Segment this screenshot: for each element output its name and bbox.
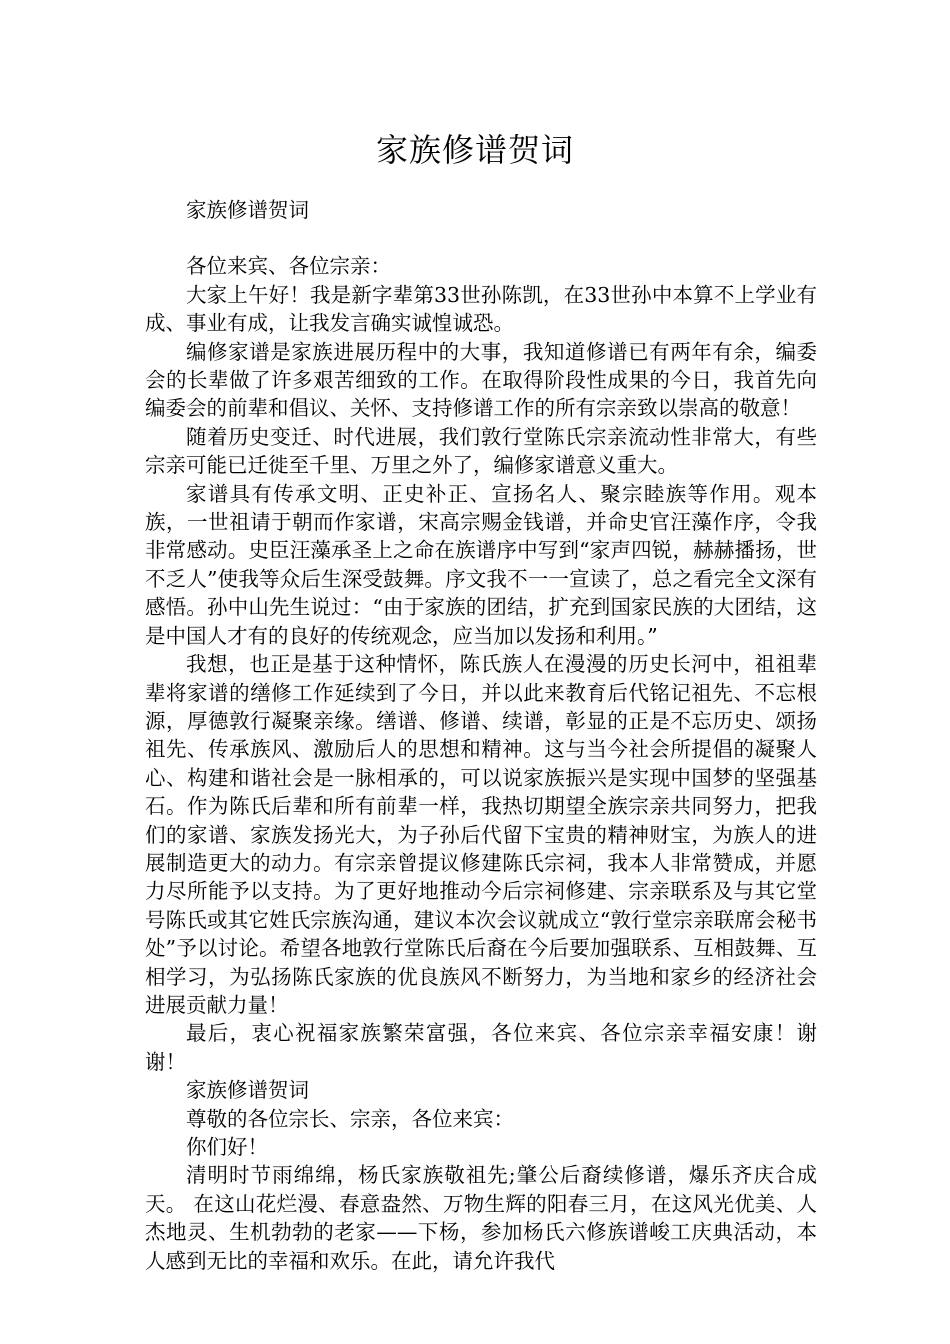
- paragraph: 随着历史变迁、时代进展，我们敦行堂陈氏宗亲流动性非常大，有些宗亲可能已迁徙至千里、万里之外了，编修家谱意义重大。: [145, 424, 817, 478]
- paragraph-heading: 家族修谱贺词: [186, 1078, 309, 1103]
- paragraph: 大家上午好！我是新字辈第33世孙陈凯，在33世孙中本算不上学业有成、事业有成，让我发言确实诚惶诚恐。: [145, 282, 817, 336]
- paragraph: 家谱具有传承文明、正史补正、宣扬名人、聚宗睦族等作用。观本族，一世祖请于朝而作家谱，宋高宗赐金钱谱，并命史官汪藻作序，令我非常感动。史臣汪藻承圣上之命在族谱序中写到“家声四锐，赫赫播扬，世不乏人”使我等众后生深受鼓舞。序文我不一一宣读了，总之看完全文深有感悟。孙中山先生说过：“由于家族的团结，扩充到国家民族的大团结，这是中国人才有的良好的传统观念，应当加以发扬和利用。”: [145, 481, 817, 648]
- paragraph: 你们好！: [186, 1135, 268, 1159]
- paragraph-spacer: [145, 224, 817, 252]
- paragraph-greeting: 尊敬的各位宗长、宗亲，各位来宾：: [186, 1106, 514, 1131]
- paragraph-heading: 家族修谱贺词: [186, 198, 309, 222]
- document-body: [145, 196, 817, 1275]
- paragraph: 我想，也正是基于这种情怀，陈氏族人在漫漫的历史长河中，祖祖辈辈将家谱的缮修工作延续到了今日，并以此来教育后代铭记祖先、不忘根源，厚德敦行凝聚亲缘。缮谱、修谱、续谱，彰显的正是不忘历史、颂扬祖先、传承族风、激励后人的思想和精神。这与当今社会所提倡的凝聚人心、构建和谐社会是一脉相承的，可以说家族振兴是实现中国梦的坚强基石。作为陈氏后辈和所有前辈一样，我热切期望全族宗亲共同努力，把我们的家谱、家族发扬光大，为子孙后代留下宝贵的精神财宝，为族人的进展制造更大的动力。有宗亲曾提议修建陈氏宗祠，我本人非常赞成，并愿力尽所能予以支持。为了更好地推动今后宗祠修建、宗亲联系及与其它堂号陈氏或其它姓氏宗族沟通，建议本次会议就成立“敦行堂宗亲联席会秘书处”予以讨论。希望各地敦行堂陈氏后裔在今后要加强联系、互相鼓舞、互相学习，为弘扬陈氏家族的优良族风不断努力，为当地和家乡的经济社会进展贡献力量！: [145, 652, 817, 1017]
- paragraph: 最后，衷心祝福家族繁荣富强，各位来宾、各位宗亲幸福安康！谢谢！: [145, 1021, 817, 1074]
- paragraph: 清明时节雨绵绵，杨氏家族敬祖先;肇公后裔续修谱，爆乐齐庆合成天。 在这山花烂漫、春意盎然、万物生辉的阳春三月，在这风光优美、人杰地灵、生机勃勃的老家——下杨，参加杨氏六修族谱峻工庆典活动，本人感到无比的幸福和欢乐。在此，请允许我代: [145, 1163, 817, 1273]
- paragraph: 编修家谱是家族进展历程中的大事，我知道修谱已有两年有余，编委会的长辈做了许多艰苦细致的工作。在取得阶段性成果的今日，我首先向编委会的前辈和倡议、关怀、支持修谱工作的所有宗亲致以崇高的敬意！: [145, 339, 817, 421]
- document-title: 家族修谱贺词: [375, 131, 574, 169]
- paragraph-greeting: 各位来宾、各位宗亲：: [186, 254, 391, 279]
